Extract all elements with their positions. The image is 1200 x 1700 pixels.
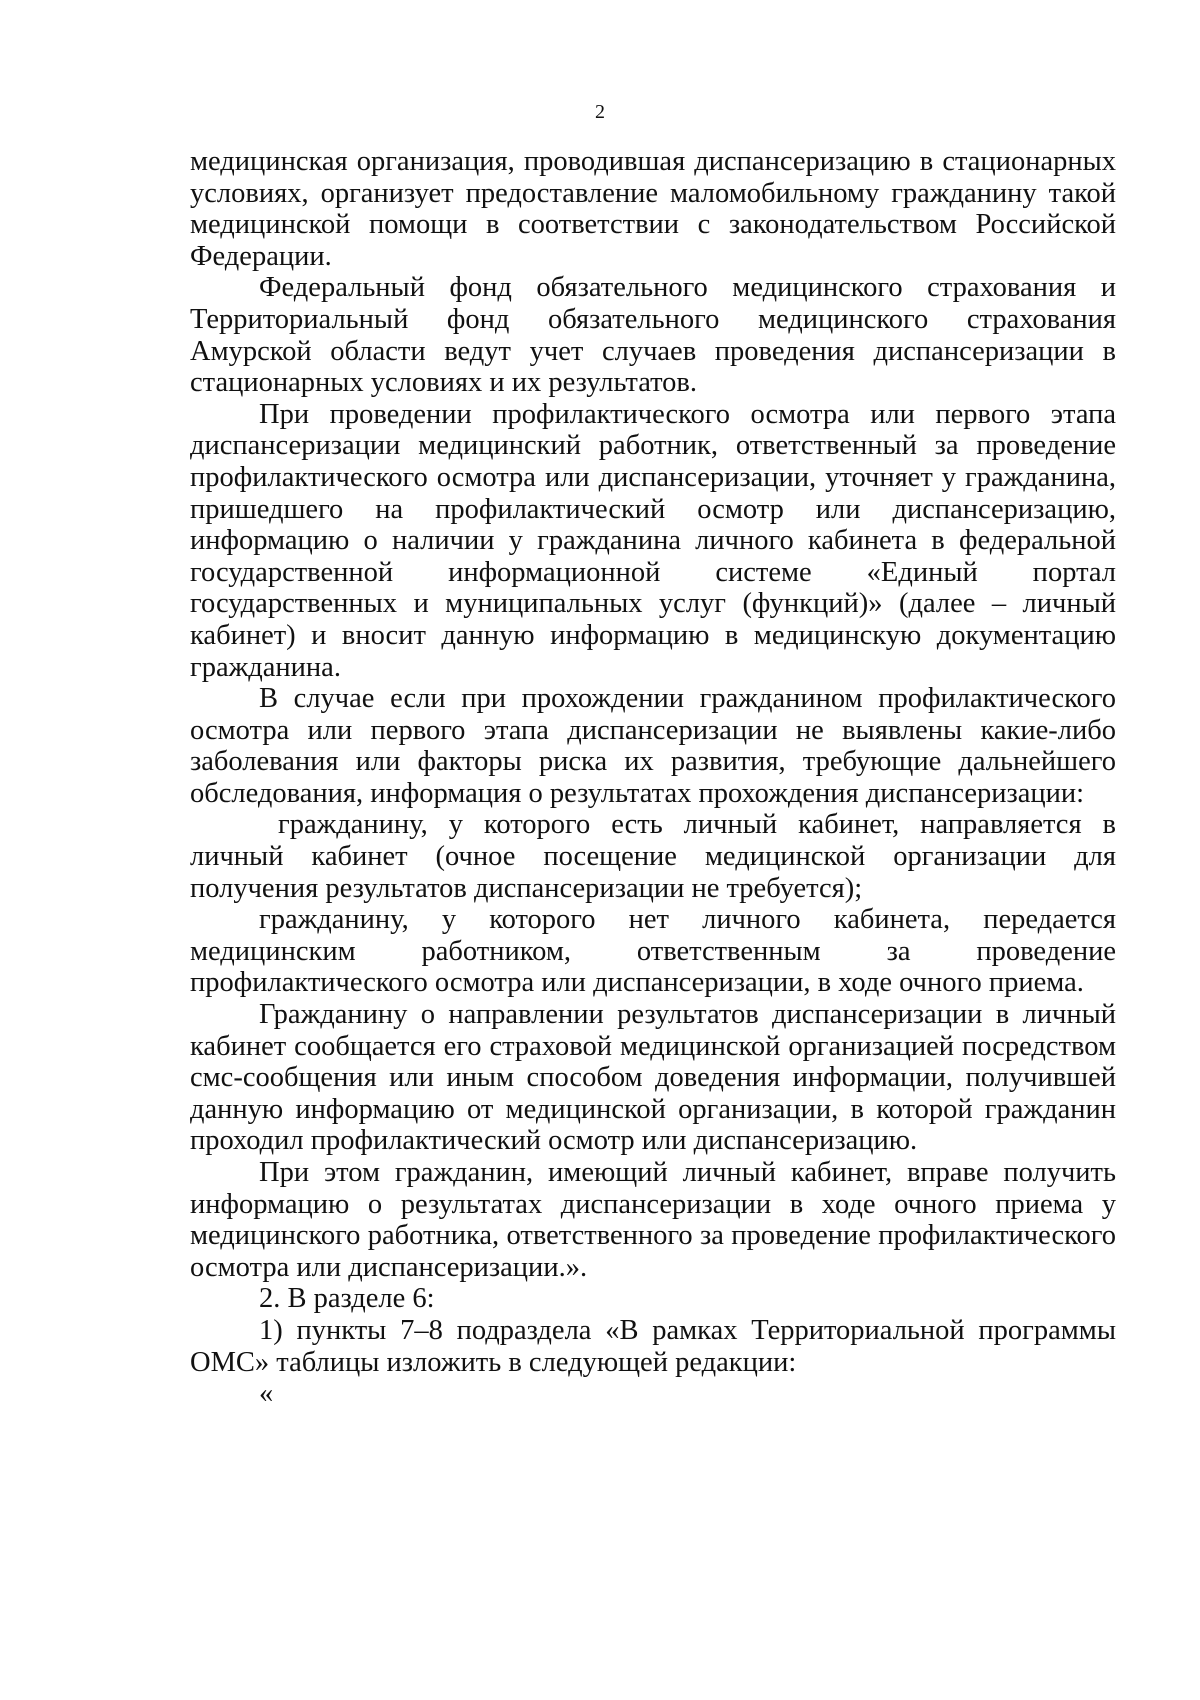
page-number: 2 [595,101,605,123]
paragraph-funds-accounting: Федеральный фонд обязательного медицинского страхования и Территориальный фонд обязательного медицинского страхования Амурской области ведут учет случаев проведения диспансеризации в стационарных условиях и их результатов. [190,272,1116,399]
paragraph-section-6: 2. В разделе 6: [259,1283,435,1315]
paragraph-no-diseases-found: В случае если при прохождении гражданином профилактического осмотра или первого этапа диспансеризации не выявлены какие-либо заболевания или факторы риска их развития, требующие дальнейшего обследования, информация о результатах прохождения диспансеризации: [190,683,1116,809]
paragraph-continuation: медицинская организация, проводившая диспансеризацию в стационарных условиях, организует предоставление маломобильному гражданину такой медицинской помощи в соответствии с законодательством Российской Федерации. [190,146,1116,272]
paragraph-with-account: гражданину, у которого есть личный кабинет, направляется в личный кабинет (очное посещение медицинской организации для получения результатов диспансеризации не требуется); [190,809,1116,904]
paragraph-notification: Гражданину о направлении результатов диспансеризации в личный кабинет сообщается его страховой медицинской организацией посредством смс-сообщения или иным способом доведения информации, получившей данную информацию от медицинской организации, в которой гражданин проходил профилактический осмотр или диспансеризацию. [190,999,1116,1157]
paragraph-in-person-right: При этом гражданин, имеющий личный кабинет, вправе получить информацию о результатах диспансеризации в ходе очного приема у медицинского работника, ответственного за проведение профилактического осмотра или диспансеризации.». [190,1157,1116,1283]
opening-quote: « [259,1378,274,1410]
paragraph-personal-account-check: При проведении профилактического осмотра или первого этапа диспансеризации медицинский работник, ответственный за проведение профилактического осмотра или диспансеризации, уточняет у гражданина, пришедшего на профилактический осмотр или диспансеризацию, информацию о наличии у гражданина личного кабинета в федеральной государственной информационной системе «Единый портал государственных и муниципальных услуг (функций)» (далее – личный кабинет) и вносит данную информацию в медицинскую документацию гражданина. [190,398,1116,683]
paragraph-without-account: гражданину, у которого нет личного кабинета, передается медицинским работником, ответственным за проведение профилактического осмотра или диспансеризации, в ходе очного приема. [190,904,1116,999]
document-body [190,146,1116,1410]
paragraph-item-7-8: 1) пункты 7–8 подраздела «В рамках Территориальной программы ОМС» таблицы изложить в следующей редакции: [190,1314,1116,1378]
